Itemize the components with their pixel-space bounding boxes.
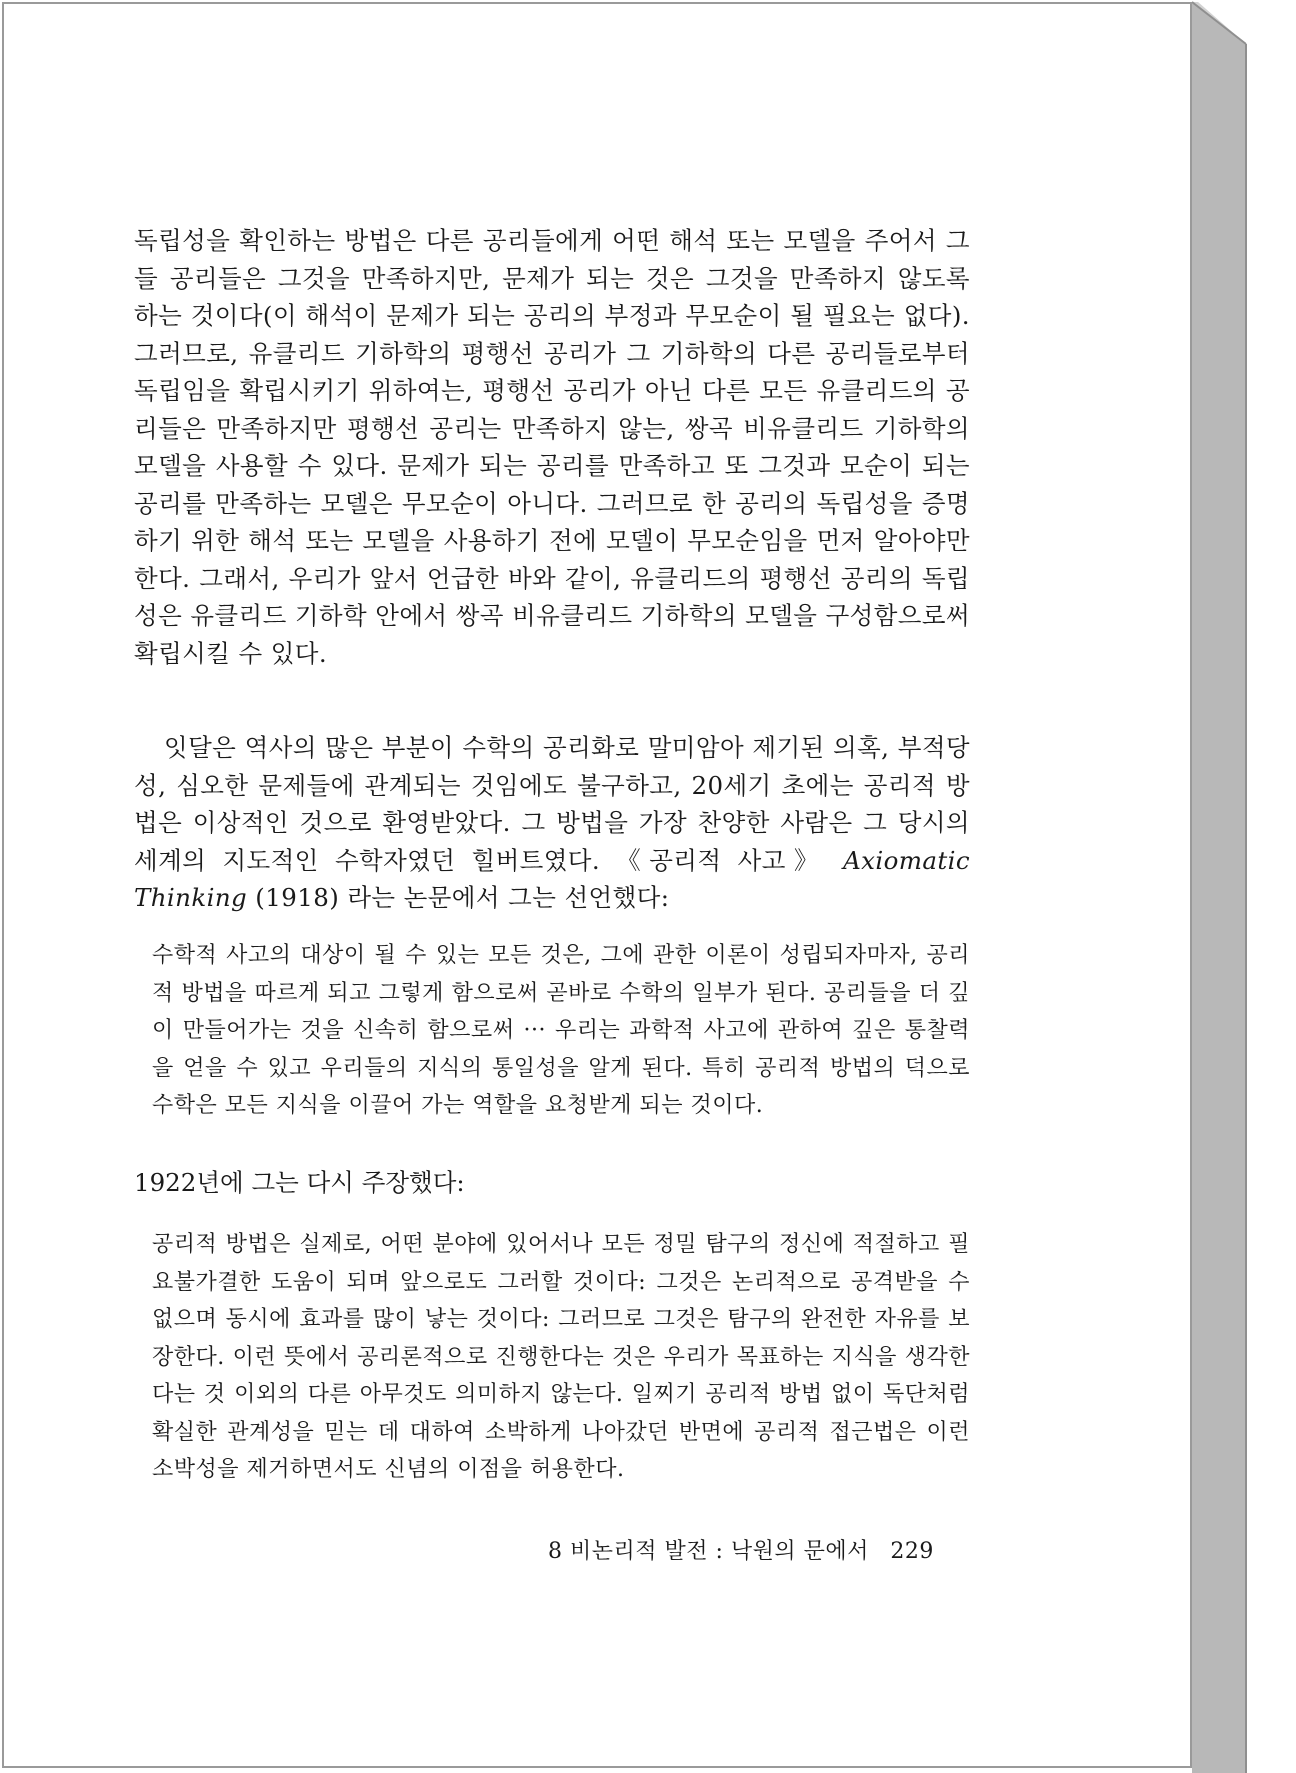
paragraph-1-block — [134, 222, 970, 672]
hilbert-quote-1922: 공리적 방법은 실제로, 어떤 분야에 있어서나 모든 정밀 탐구의 정신에 적절하고 필요불가결한 도움이 되며 앞으로도 그러할 것이다: 그것은 논리적으로 공격받을 수 없으며 동시에 효과를 많이 낳는 것이다: 그러므로 그것은 탐구의 완전한 자유를 보장한다. 이런 뜻에서 공리론적으로 진행한다는 것은 우리가 목표하는 지식을 생각한다는 것 이외의 다른 아무것도 의미하지 않는다. 일찌기 공리적 방법 없이 독단처럼 확실한 관계성을 믿는 데 대하여 소박하게 나아갔던 반면에 공리적 접근법은 이런 소박성을 제거하면서도 신념의 이점을 허용한다. — [152, 1232, 970, 1482]
page-number: 229 — [890, 1539, 934, 1564]
hilbert-quote-1918: 수학적 사고의 대상이 될 수 있는 모든 것은, 그에 관한 이론이 성립되자마자, 공리적 방법을 따르게 되고 그렇게 함으로써 곧바로 수학의 일부가 된다. 공리들을 더 깊이 만들어가는 것을 신속히 함으로써 ··· 우리는 과학적 사고에 관하여 깊은 통찰력을 얻을 수 있고 우리들의 지식의 통일성을 알게 된다. 특히 공리적 방법의 덕으로 수학은 모든 지식을 이끌어 가는 역할을 요청받게 되는 것이다. — [152, 943, 970, 1118]
running-footer-chapter: 8 비논리적 발전 : 낙원의 문에서 — [548, 1539, 869, 1564]
paragraph-2-block — [134, 729, 970, 917]
paragraph-2 — [134, 729, 970, 917]
paragraph-2-end: (1918) 라는 논문에서 그는 선언했다: — [255, 883, 670, 912]
paragraph-1: 독립성을 확인하는 방법은 다른 공리들에게 어떤 해석 또는 모델을 주어서 그들 공리들은 그것을 만족하지만, 문제가 되는 것은 그것을 만족하지 않도록 하는 것이다(이 해석이 문제가 되는 공리의 부정과 무모순이 될 필요는 없다). 그러므로, 유클리드 기하학의 평행선 공리가 그 기하학의 다른 공리들로부터 독립임을 확립시키기 위하여는, 평행선 공리가 아닌 다른 모든 유클리드의 공리들은 만족하지만 평행선 공리는 만족하지 않는, 쌍곡 비유클리드 기하학의 모델을 사용할 수 있다. 문제가 되는 공리를 만족하고 또 그것과 모순이 되는 공리를 만족하는 모델은 무모순이 아니다. 그러므로 한 공리의 독립성을 증명하기 위한 해석 또는 모델을 사용하기 전에 모델이 무모순임을 먼저 알아야만 한다. 그래서, 우리가 앞서 언급한 바와 같이, 유클리드의 평행선 공리의 독립성은 유클리드 기하학 안에서 쌍곡 비유클리드 기하학의 모델을 구성함으로써 확립시킬 수 있다. — [134, 226, 970, 668]
page-edge-side — [1192, 2, 1246, 1773]
paragraph-2-title-en: Axiomatic Thinking — [134, 845, 970, 912]
page-footer — [548, 1534, 934, 1565]
page-edge-shadow — [1192, 0, 1252, 1773]
paragraph-3-lead: 1922년에 그는 다시 주장했다: — [134, 1168, 465, 1197]
paragraph-2-start: 잇달은 역사의 많은 부분이 수학의 공리화로 말미암아 제기된 의혹, 부적당성, 심오한 문제들에 관계되는 것임에도 불구하고, 20세기 초에는 공리적 방법은 이상적인 것으로 환영받았다. 그 방법을 가장 찬양한 사람은 그 당시의 세계의 지도적인 수학자였던 힐버트였다. 《공리적 사고》 — [134, 733, 970, 875]
